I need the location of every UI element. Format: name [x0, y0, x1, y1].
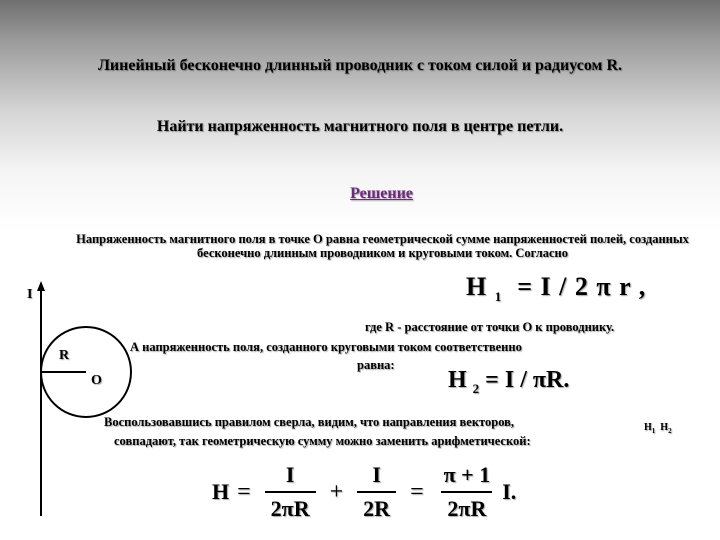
final-equals-2: =: [410, 478, 424, 505]
problem-line-1: Линейный бесконечно длинный проводник с током силой и радиусом R.: [98, 57, 622, 74]
formula-h1-lhs: H: [466, 272, 488, 301]
fraction-3-denominator: 2πR: [441, 491, 492, 522]
formula-h2-subscript: 2: [472, 380, 480, 396]
vector-h1-subscript: 1: [651, 427, 656, 435]
where-note: где R - расстояние от точки О к проводнику.: [365, 320, 615, 334]
fraction-3-numerator: π + 1: [443, 462, 491, 487]
vector-h2-subscript: 2: [668, 427, 672, 435]
fraction-2-numerator: I: [372, 462, 381, 487]
fraction-3: [438, 462, 497, 522]
current-arrow: [37, 281, 45, 291]
solution-paragraph-3b: совпадают, так геометрическую сумму можно заменить арифметической:: [114, 434, 531, 448]
current-label: I: [27, 287, 33, 302]
vector-h2-letter: H: [660, 422, 669, 433]
final-formula: [212, 457, 516, 527]
solution-paragraph-2a: А напряженность поля, созданного круговыми током соответственно: [130, 340, 522, 354]
fraction-1-numerator: I: [285, 462, 295, 487]
formula-h2-rhs: = I / πR.: [485, 367, 570, 393]
vector-h1-letter: H: [644, 422, 652, 433]
solution-paragraph-3a: Воспользовавшись правилом сверла, видим, что направления векторов,: [104, 415, 515, 429]
solution-heading: Решение: [350, 185, 413, 202]
final-lhs: H: [212, 479, 230, 504]
formula-h1-subscript: 1: [494, 289, 503, 305]
final-plus: +: [329, 478, 344, 505]
final-equals-1: =: [237, 478, 251, 505]
fraction-1-denominator: 2πR: [265, 491, 316, 522]
fraction-2: [357, 462, 396, 522]
final-tail: I.: [502, 479, 517, 504]
problem-line-2: Найти напряженность магнитного поля в центре петли.: [156, 118, 564, 135]
radius-label: R: [59, 348, 70, 363]
solution-paragraph-2b: равна:: [357, 358, 395, 372]
solution-paragraph-1: Напряженность магнитного поля в точке О равна геометрической сумме напряженностей полей, созданных бесконечно длинным проводником и круговыми током. Согласно: [76, 232, 689, 260]
formula-h1-rhs: = I / 2 π r ,: [517, 272, 647, 301]
center-label: O: [91, 373, 102, 388]
formula-h2-lhs: H: [448, 367, 467, 393]
fraction-2-denominator: 2R: [357, 491, 396, 522]
fraction-1: [265, 462, 316, 522]
